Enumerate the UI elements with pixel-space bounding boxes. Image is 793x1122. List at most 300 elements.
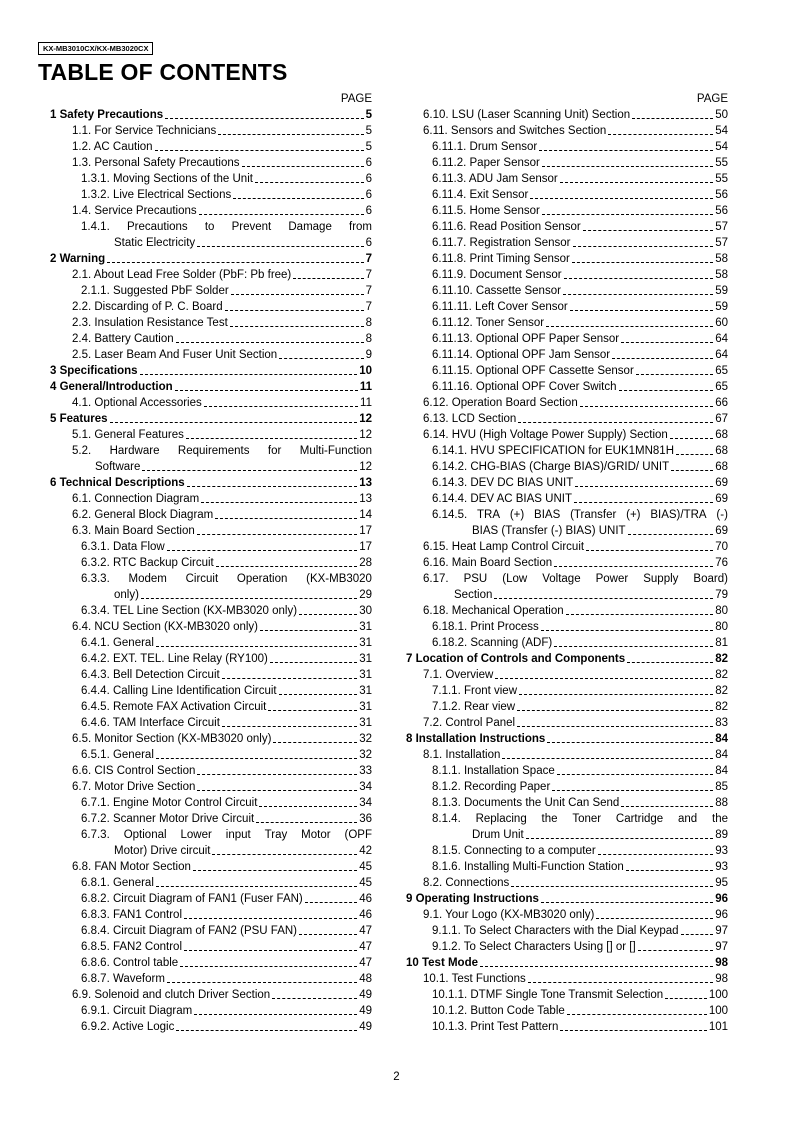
toc-entry[interactable] bbox=[50, 427, 372, 443]
toc-entry[interactable] bbox=[406, 763, 728, 779]
toc-entry-label: 6.11.13. Optional OPF Paper Sensor bbox=[432, 333, 620, 345]
toc-entry[interactable] bbox=[406, 987, 728, 1003]
dot-leader bbox=[619, 390, 714, 391]
toc-entry[interactable] bbox=[50, 475, 372, 491]
toc-entry[interactable] bbox=[50, 923, 372, 939]
toc-entry-page: 7 bbox=[365, 301, 372, 313]
dot-leader bbox=[542, 166, 713, 167]
dot-leader bbox=[216, 566, 357, 567]
toc-entry-page: 31 bbox=[359, 685, 372, 697]
toc-entry-page: 17 bbox=[359, 541, 372, 553]
toc-entry-label: 6.8.4. Circuit Diagram of FAN2 (PSU FAN) bbox=[81, 925, 298, 937]
toc-entry-page: 60 bbox=[715, 317, 728, 329]
toc-entry[interactable] bbox=[406, 379, 728, 395]
toc-entry-label: 8.1.4. Replacing the Toner Cartridge and the bbox=[432, 813, 728, 825]
toc-entry[interactable] bbox=[406, 139, 728, 155]
toc-entry[interactable] bbox=[406, 1019, 728, 1035]
toc-entry[interactable] bbox=[406, 907, 728, 923]
toc-entry[interactable] bbox=[50, 123, 372, 139]
dot-leader bbox=[567, 1014, 707, 1015]
toc-entry[interactable] bbox=[50, 987, 372, 1003]
toc-entry-page: 58 bbox=[715, 269, 728, 281]
toc-entry-page: 59 bbox=[715, 285, 728, 297]
toc-entry[interactable] bbox=[50, 219, 372, 251]
toc-entry[interactable] bbox=[406, 859, 728, 875]
toc-entry-label: 6.5. Monitor Section (KX-MB3020 only) bbox=[72, 733, 272, 745]
dot-leader bbox=[598, 854, 714, 855]
dot-leader bbox=[632, 118, 713, 119]
dot-leader bbox=[204, 406, 358, 407]
toc-entry[interactable] bbox=[50, 155, 372, 171]
dot-leader bbox=[583, 230, 713, 231]
toc-entry-label: 1.3.1. Moving Sections of the Unit bbox=[81, 173, 253, 185]
toc-entry[interactable] bbox=[406, 891, 728, 907]
toc-entry[interactable] bbox=[50, 955, 372, 971]
toc-entry[interactable] bbox=[406, 1003, 728, 1019]
toc-entry-label: 6.18.2. Scanning (ADF) bbox=[432, 637, 553, 649]
toc-entry[interactable] bbox=[50, 331, 372, 347]
dot-leader bbox=[580, 406, 713, 407]
toc-entry[interactable] bbox=[50, 1003, 372, 1019]
toc-entry-page: 96 bbox=[715, 909, 728, 921]
toc-entry[interactable] bbox=[50, 635, 372, 651]
toc-entry[interactable] bbox=[50, 875, 372, 891]
toc-entry-label: 4 General/Introduction bbox=[50, 381, 173, 393]
toc-entry-page: 31 bbox=[359, 669, 372, 681]
toc-entry[interactable] bbox=[50, 443, 372, 475]
toc-entry-label: 7.2. Control Panel bbox=[423, 717, 516, 729]
toc-entry-page: 54 bbox=[715, 125, 728, 137]
dot-leader bbox=[671, 470, 713, 471]
toc-entry[interactable] bbox=[50, 811, 372, 827]
toc-entry[interactable] bbox=[406, 395, 728, 411]
toc-entry-page: 6 bbox=[365, 205, 372, 217]
dot-leader bbox=[259, 806, 357, 807]
toc-entry[interactable] bbox=[406, 603, 728, 619]
dot-leader bbox=[575, 486, 713, 487]
toc-entry[interactable] bbox=[406, 491, 728, 507]
toc-entry-page: 12 bbox=[359, 461, 372, 473]
toc-entry-label-cont: Drum Unit bbox=[472, 829, 524, 841]
toc-entry-label: 2.2. Discarding of P. C. Board bbox=[72, 301, 223, 313]
toc-entry-label: 6.15. Heat Lamp Control Circuit bbox=[423, 541, 585, 553]
toc-entry[interactable] bbox=[50, 411, 372, 427]
toc-entry-label: 7.1. Overview bbox=[423, 669, 494, 681]
toc-entry[interactable] bbox=[50, 859, 372, 875]
toc-entry-page: 49 bbox=[359, 1021, 372, 1033]
toc-entry-label: 6.8. FAN Motor Section bbox=[72, 861, 191, 873]
toc-entry[interactable] bbox=[406, 235, 728, 251]
toc-entry-label: 6.5.1. General bbox=[81, 749, 154, 761]
toc-entry-page: 32 bbox=[359, 749, 372, 761]
toc-entry-page: 57 bbox=[715, 237, 728, 249]
dot-leader bbox=[184, 950, 357, 951]
toc-entry[interactable] bbox=[406, 923, 728, 939]
toc-entry-label: 6.3.4. TEL Line Section (KX-MB3020 only) bbox=[81, 605, 298, 617]
toc-entry[interactable] bbox=[50, 699, 372, 715]
toc-entry-page: 33 bbox=[359, 765, 372, 777]
toc-entry-label: 10.1.1. DTMF Single Tone Transmit Selection bbox=[432, 989, 664, 1001]
toc-entry-page: 55 bbox=[715, 157, 728, 169]
dot-leader bbox=[528, 982, 713, 983]
toc-entry[interactable] bbox=[50, 603, 372, 619]
toc-entry-page: 28 bbox=[359, 557, 372, 569]
dot-leader bbox=[299, 614, 357, 615]
toc-entry-label: 6.3. Main Board Section bbox=[72, 525, 195, 537]
dot-leader bbox=[574, 502, 713, 503]
toc-entry[interactable] bbox=[406, 219, 728, 235]
toc-entry[interactable] bbox=[50, 379, 372, 395]
toc-entry-label: 2.3. Insulation Resistance Test bbox=[72, 317, 228, 329]
toc-entry-label-cont: only) bbox=[114, 589, 139, 601]
toc-entry-label: 6.11.6. Read Position Sensor bbox=[432, 221, 581, 233]
toc-entry-page: 34 bbox=[359, 797, 372, 809]
toc-entry-page: 82 bbox=[715, 685, 728, 697]
toc-entry-page: 65 bbox=[715, 381, 728, 393]
toc-entry[interactable] bbox=[50, 539, 372, 555]
toc-entry[interactable] bbox=[406, 539, 728, 555]
toc-entry[interactable] bbox=[406, 683, 728, 699]
dot-leader bbox=[186, 438, 357, 439]
dot-leader bbox=[627, 662, 713, 663]
toc-entry[interactable] bbox=[50, 571, 372, 603]
toc-entry[interactable] bbox=[406, 347, 728, 363]
toc-entry-page: 98 bbox=[715, 957, 728, 969]
toc-entry[interactable] bbox=[406, 427, 728, 443]
toc-entry[interactable] bbox=[50, 299, 372, 315]
dot-leader bbox=[305, 902, 357, 903]
toc-entry[interactable] bbox=[406, 283, 728, 299]
dot-leader bbox=[518, 422, 713, 423]
toc-entry-label: 6.4.4. Calling Line Identification Circuit bbox=[81, 685, 277, 697]
toc-entry[interactable] bbox=[406, 171, 728, 187]
toc-entry[interactable] bbox=[50, 491, 372, 507]
toc-entry[interactable] bbox=[406, 315, 728, 331]
toc-entry[interactable] bbox=[50, 507, 372, 523]
toc-entry-label: 1.3. Personal Safety Precautions bbox=[72, 157, 240, 169]
toc-entry[interactable] bbox=[406, 507, 728, 539]
toc-entry-label: 2.1.1. Suggested PbF Solder bbox=[81, 285, 229, 297]
toc-entry[interactable] bbox=[406, 795, 728, 811]
dot-leader bbox=[541, 902, 713, 903]
toc-entry-page: 5 bbox=[365, 109, 372, 121]
toc-entry-label: 6.4.6. TAM Interface Circuit bbox=[81, 717, 220, 729]
toc-entry[interactable] bbox=[406, 123, 728, 139]
toc-entry-page: 47 bbox=[359, 925, 372, 937]
toc-entry[interactable] bbox=[50, 667, 372, 683]
dot-leader bbox=[519, 694, 713, 695]
toc-entry-page: 7 bbox=[365, 285, 372, 297]
toc-entry-label: 6.11.1. Drum Sensor bbox=[432, 141, 538, 153]
dot-leader bbox=[560, 182, 713, 183]
dot-leader bbox=[517, 726, 713, 727]
toc-entry[interactable] bbox=[406, 715, 728, 731]
dot-leader bbox=[546, 326, 713, 327]
toc-entry[interactable] bbox=[50, 827, 372, 859]
toc-entry[interactable] bbox=[406, 779, 728, 795]
toc-entry[interactable] bbox=[406, 459, 728, 475]
toc-entry[interactable] bbox=[406, 443, 728, 459]
toc-entry[interactable] bbox=[50, 747, 372, 763]
toc-entry[interactable] bbox=[406, 267, 728, 283]
toc-entry[interactable] bbox=[50, 939, 372, 955]
toc-entry[interactable] bbox=[406, 667, 728, 683]
toc-entry-label: 6.11.8. Print Timing Sensor bbox=[432, 253, 570, 265]
toc-entry-page: 64 bbox=[715, 349, 728, 361]
toc-entry[interactable] bbox=[50, 683, 372, 699]
toc-entry[interactable] bbox=[406, 363, 728, 379]
dot-leader bbox=[495, 678, 713, 679]
toc-entry[interactable] bbox=[50, 187, 372, 203]
toc-entry-page: 5 bbox=[365, 141, 372, 153]
toc-entry-page: 13 bbox=[359, 477, 372, 489]
toc-entry-label: 6.7.3. Optional Lower input Tray Motor (OPF bbox=[81, 829, 372, 841]
dot-leader bbox=[142, 470, 357, 471]
dot-leader bbox=[554, 566, 713, 567]
dot-leader bbox=[272, 998, 357, 999]
toc-entry[interactable] bbox=[406, 971, 728, 987]
toc-entry[interactable] bbox=[50, 715, 372, 731]
toc-entry-label: 1.3.2. Live Electrical Sections bbox=[81, 189, 232, 201]
toc-entry-label: 6.1. Connection Diagram bbox=[72, 493, 200, 505]
toc-entry-page: 93 bbox=[715, 861, 728, 873]
toc-entry-label: 6.6. CIS Control Section bbox=[72, 765, 196, 777]
toc-entry[interactable] bbox=[406, 107, 728, 123]
dot-leader bbox=[279, 358, 363, 359]
dot-leader bbox=[586, 550, 713, 551]
toc-entry[interactable] bbox=[50, 283, 372, 299]
dot-leader bbox=[494, 598, 713, 599]
toc-entry-label: 6.9.1. Circuit Diagram bbox=[81, 1005, 193, 1017]
toc-entry-label: 6.18. Mechanical Operation bbox=[423, 605, 564, 617]
toc-entry-page: 80 bbox=[715, 621, 728, 633]
dot-leader bbox=[665, 998, 707, 999]
toc-entry-label: 6.14.1. HVU SPECIFICATION for EUK1MN81H bbox=[432, 445, 674, 457]
toc-entry-page: 81 bbox=[715, 637, 728, 649]
toc-entry-page: 66 bbox=[715, 397, 728, 409]
toc-entry-label: 6.11.4. Exit Sensor bbox=[432, 189, 529, 201]
toc-entry-label: 10.1.2. Button Code Table bbox=[432, 1005, 565, 1017]
toc-entry-label: 6.7.2. Scanner Motor Drive Circuit bbox=[81, 813, 255, 825]
toc-entry[interactable] bbox=[406, 939, 728, 955]
toc-entry-page: 69 bbox=[715, 493, 728, 505]
toc-entry[interactable] bbox=[50, 795, 372, 811]
toc-entry-label: 1.1. For Service Technicians bbox=[72, 125, 217, 137]
toc-entry-page: 12 bbox=[359, 413, 372, 425]
dot-leader bbox=[526, 838, 713, 839]
toc-entry-page: 97 bbox=[715, 941, 728, 953]
dot-leader bbox=[242, 166, 364, 167]
dot-leader bbox=[293, 278, 363, 279]
toc-entry-label: 6.4.3. Bell Detection Circuit bbox=[81, 669, 220, 681]
toc-entry[interactable] bbox=[406, 331, 728, 347]
toc-entry-label: 6.11.5. Home Sensor bbox=[432, 205, 540, 217]
dot-leader bbox=[165, 118, 363, 119]
toc-entry[interactable] bbox=[406, 651, 728, 667]
toc-entry[interactable] bbox=[50, 251, 372, 267]
toc-entry-page: 32 bbox=[359, 733, 372, 745]
toc-entry-label: 8.1.6. Installing Multi-Function Station bbox=[432, 861, 624, 873]
toc-entry[interactable] bbox=[406, 155, 728, 171]
toc-entry-label: 6.4.5. Remote FAX Activation Circuit bbox=[81, 701, 267, 713]
toc-entry[interactable] bbox=[50, 907, 372, 923]
toc-entry[interactable] bbox=[406, 555, 728, 571]
dot-leader bbox=[299, 934, 357, 935]
toc-entry[interactable] bbox=[50, 971, 372, 987]
toc-entry[interactable] bbox=[406, 299, 728, 315]
toc-entry-page: 6 bbox=[365, 173, 372, 185]
toc-entry-page: 85 bbox=[715, 781, 728, 793]
toc-entry-label: 9.1. Your Logo (KX-MB3020 only) bbox=[423, 909, 595, 921]
toc-entry-label: 6.7. Motor Drive Section bbox=[72, 781, 196, 793]
dot-leader bbox=[197, 534, 357, 535]
toc-entry-label: 6.11.10. Cassette Sensor bbox=[432, 285, 561, 297]
toc-entry-page: 11 bbox=[360, 397, 372, 409]
dot-leader bbox=[156, 646, 357, 647]
toc-entry[interactable] bbox=[406, 187, 728, 203]
dot-leader bbox=[621, 806, 713, 807]
toc-entry-label-cont: Section bbox=[454, 589, 493, 601]
toc-entry[interactable] bbox=[50, 731, 372, 747]
toc-entry-label: 6.11.15. Optional OPF Cassette Sensor bbox=[432, 365, 634, 377]
toc-entry-page: 57 bbox=[715, 221, 728, 233]
model-tag: KX-MB3010CX/KX-MB3020CX bbox=[38, 42, 153, 55]
dot-leader bbox=[541, 630, 713, 631]
toc-entry[interactable] bbox=[406, 699, 728, 715]
dot-leader bbox=[563, 294, 713, 295]
toc-entry-label: 9.1.1. To Select Characters with the Dial Keypad bbox=[432, 925, 679, 937]
dot-leader bbox=[156, 758, 357, 759]
dot-leader bbox=[547, 742, 713, 743]
dot-leader bbox=[156, 886, 357, 887]
toc-entry[interactable] bbox=[50, 363, 372, 379]
toc-entry-label: 1.4.1. Precautions to Prevent Damage from bbox=[81, 221, 372, 233]
toc-entry[interactable] bbox=[50, 779, 372, 795]
dot-leader bbox=[107, 262, 363, 263]
toc-entry-page: 8 bbox=[365, 317, 372, 329]
toc-entry-page: 69 bbox=[715, 477, 728, 489]
toc-entry[interactable] bbox=[50, 891, 372, 907]
dot-leader bbox=[270, 662, 357, 663]
toc-entry-label: 6.11.2. Paper Sensor bbox=[432, 157, 540, 169]
page-number: 2 bbox=[393, 1071, 400, 1083]
toc-entry[interactable] bbox=[406, 619, 728, 635]
toc-entry-label: 6.8.1. General bbox=[81, 877, 154, 889]
toc-entry-page: 10 bbox=[359, 365, 372, 377]
dot-leader bbox=[573, 246, 714, 247]
toc-entry-page: 76 bbox=[715, 557, 728, 569]
toc-entry-page: 65 bbox=[715, 365, 728, 377]
toc-entry[interactable] bbox=[406, 571, 728, 603]
dot-leader bbox=[197, 774, 357, 775]
toc-entry-label: 6.14.3. DEV DC BIAS UNIT bbox=[432, 477, 574, 489]
toc-entry-label: 6.11.16. Optional OPF Cover Switch bbox=[432, 381, 617, 393]
dot-leader bbox=[596, 918, 713, 919]
toc-entry-label: 6.8.6. Control table bbox=[81, 957, 179, 969]
toc-entry-page: 55 bbox=[715, 173, 728, 185]
toc-entry-label: 6.7.1. Engine Motor Control Circuit bbox=[81, 797, 258, 809]
toc-entry[interactable] bbox=[50, 139, 372, 155]
toc-entry-page: 6 bbox=[365, 157, 372, 169]
toc-entry[interactable] bbox=[50, 619, 372, 635]
toc-entry-label: 7 Location of Controls and Components bbox=[406, 653, 626, 665]
toc-entry[interactable] bbox=[406, 875, 728, 891]
toc-entry[interactable] bbox=[50, 267, 372, 283]
toc-entry-label: 6.13. LCD Section bbox=[423, 413, 517, 425]
toc-entry-page: 56 bbox=[715, 205, 728, 217]
toc-entry-page: 36 bbox=[359, 813, 372, 825]
toc-entry[interactable] bbox=[50, 763, 372, 779]
toc-entry-label: 6.2. General Block Diagram bbox=[72, 509, 214, 521]
dot-leader bbox=[233, 198, 363, 199]
toc-entry-label: 2.1. About Lead Free Solder (PbF: Pb free) bbox=[72, 269, 292, 281]
toc-entry-page: 101 bbox=[708, 1021, 728, 1033]
toc-entry-page: 47 bbox=[359, 941, 372, 953]
toc-entry[interactable] bbox=[50, 315, 372, 331]
toc-entry[interactable] bbox=[406, 731, 728, 747]
toc-entry[interactable] bbox=[50, 555, 372, 571]
dot-leader bbox=[570, 310, 713, 311]
toc-entry-label: 6.14.2. CHG-BIAS (Charge BIAS)/GRID/ UNIT bbox=[432, 461, 670, 473]
dot-leader bbox=[279, 694, 358, 695]
dot-leader bbox=[612, 358, 713, 359]
toc-entry[interactable] bbox=[50, 395, 372, 411]
toc-entry[interactable] bbox=[50, 107, 372, 123]
dot-leader bbox=[187, 486, 358, 487]
toc-entry-page: 100 bbox=[708, 1005, 728, 1017]
toc-entry[interactable] bbox=[406, 411, 728, 427]
toc-entry[interactable] bbox=[406, 635, 728, 651]
toc-entry-page: 47 bbox=[359, 957, 372, 969]
toc-entry[interactable] bbox=[406, 955, 728, 971]
toc-entry[interactable] bbox=[406, 843, 728, 859]
toc-entry[interactable] bbox=[406, 811, 728, 843]
toc-entry-label: 6.3.2. RTC Backup Circuit bbox=[81, 557, 214, 569]
toc-entry-label: 6.17. PSU (Low Voltage Power Supply Board) bbox=[423, 573, 728, 585]
toc-entry-label: 6.11.12. Toner Sensor bbox=[432, 317, 545, 329]
toc-entry-page: 84 bbox=[715, 733, 728, 745]
toc-entry[interactable] bbox=[50, 347, 372, 363]
toc-entry[interactable] bbox=[50, 171, 372, 187]
dot-leader bbox=[218, 134, 363, 135]
toc-entry-label: 6.8.3. FAN1 Control bbox=[81, 909, 182, 921]
toc-entry-label: 6.3.1. Data Flow bbox=[81, 541, 165, 553]
toc-entry[interactable] bbox=[50, 1019, 372, 1035]
dot-leader bbox=[155, 150, 364, 151]
toc-entry[interactable] bbox=[406, 747, 728, 763]
toc-entry-page: 14 bbox=[359, 509, 372, 521]
toc-entry-page: 7 bbox=[365, 253, 372, 265]
dot-leader bbox=[626, 870, 713, 871]
toc-entry[interactable] bbox=[50, 523, 372, 539]
toc-entry[interactable] bbox=[406, 475, 728, 491]
dot-leader bbox=[502, 758, 713, 759]
toc-entry[interactable] bbox=[406, 251, 728, 267]
toc-entry-label: 5 Features bbox=[50, 413, 108, 425]
toc-entry[interactable] bbox=[50, 651, 372, 667]
dot-leader bbox=[480, 966, 713, 967]
toc-entry-page: 100 bbox=[708, 989, 728, 1001]
toc-entry-page: 45 bbox=[359, 861, 372, 873]
toc-column-right bbox=[406, 91, 728, 1035]
dot-leader bbox=[557, 774, 713, 775]
toc-entry-label: 2.4. Battery Caution bbox=[72, 333, 174, 345]
toc-entry[interactable] bbox=[406, 203, 728, 219]
toc-entry-page: 64 bbox=[715, 333, 728, 345]
toc-entry-page: 68 bbox=[715, 461, 728, 473]
toc-entry-page: 79 bbox=[715, 589, 728, 601]
toc-entry[interactable] bbox=[50, 203, 372, 219]
